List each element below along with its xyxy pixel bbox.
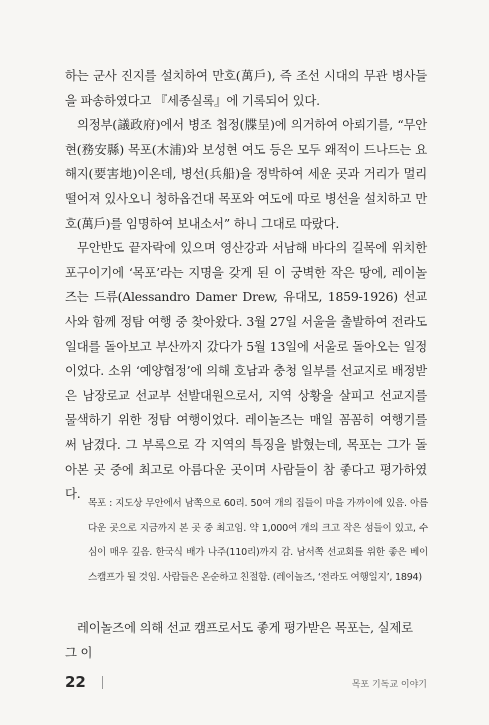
paragraph-continuation: 하는 군사 진지를 설치하여 만호(萬戶), 즉 조선 시대의 무관 병사들을 파송하였다고 『세종실록』에 기록되어 있다. <box>65 68 427 108</box>
page-footer <box>65 673 427 695</box>
footer-divider <box>102 676 103 689</box>
running-title: 목포 기독교 이야기 <box>351 680 427 690</box>
quote-block <box>88 492 428 590</box>
quote-text: 목포 : 지도상 무안에서 남쪽으로 60리. 50여 개의 집들이 마을 가까이에 있음. 아름다운 곳으로 지금까지 본 곳 중 최고임. 약 1,000여 개의 크고 작은 섬들이 있고, 수심이 매우 깊음. 한국식 배가 나주(110리)까지 감. 남서쪽 선교회를 위한 좋은 베이스캠프가 될 것임. 사람들은 온순하고 친절함. (레이놀즈, ‘전라도 여행일지’, 1894) <box>88 498 428 583</box>
paragraph-closing: 레이놀즈에 의해 선교 캠프로서도 좋게 평가받은 목포는, 실제로 그 이 <box>65 620 413 660</box>
paragraph-reynolds-trip: 무안반도 끝자락에 있으며 영산강과 서남해 바다의 길목에 위치한 포구이기에 ‘목포’라는 지명을 갖게 된 이 궁벽한 작은 땅에, 레이놀즈는 드류(Alessandro Damer Drew, 유대모, 1859-1926) 선교사와 함께 정탐 여행 중 찾아왔다. 3월 27일 서울을 출발하여 전라도 일대를 돌아보고 부산까지 갔다가 5월 13일에 서울로 돌아오는 일정이었다. 소위 ‘예양협정’에 의해 호남과 충청 일부를 선교지로 배정받은 남장로교 선교부 선발대원으로서, 지역 상황을 살피고 선교지를 물색하기 위한 정탐 여행이었다. 레이놀즈는 매일 꼼꼼히 여행기를 써 남겼다. 그 부록으로 각 지역의 특징을 밝혔는데, 목포는 그가 돌아본 곳 중에 최고로 아름다운 곳이며 사람들이 참 좋다고 평가하였다. <box>65 240 427 502</box>
main-text <box>65 64 427 507</box>
paragraph-sejong-sillok: 의정부(議政府)에서 병조 첩정(牒呈)에 의거하여 아뢰기를, “무안현(務安縣) 목포(木浦)와 보성현 여도 등은 모두 왜적이 드나드는 요해지(要害地)이온데, 병선(兵船)을 정박하여 세운 곳과 거리가 멀리 떨어져 있사오니 청하옵건대 목포와 여도에 따로 병선을 설치하고 만호(萬戶)를 임명하여 보내소서” 하니 그대로 따랐다. <box>65 117 427 231</box>
page-number: 22 <box>65 673 86 691</box>
